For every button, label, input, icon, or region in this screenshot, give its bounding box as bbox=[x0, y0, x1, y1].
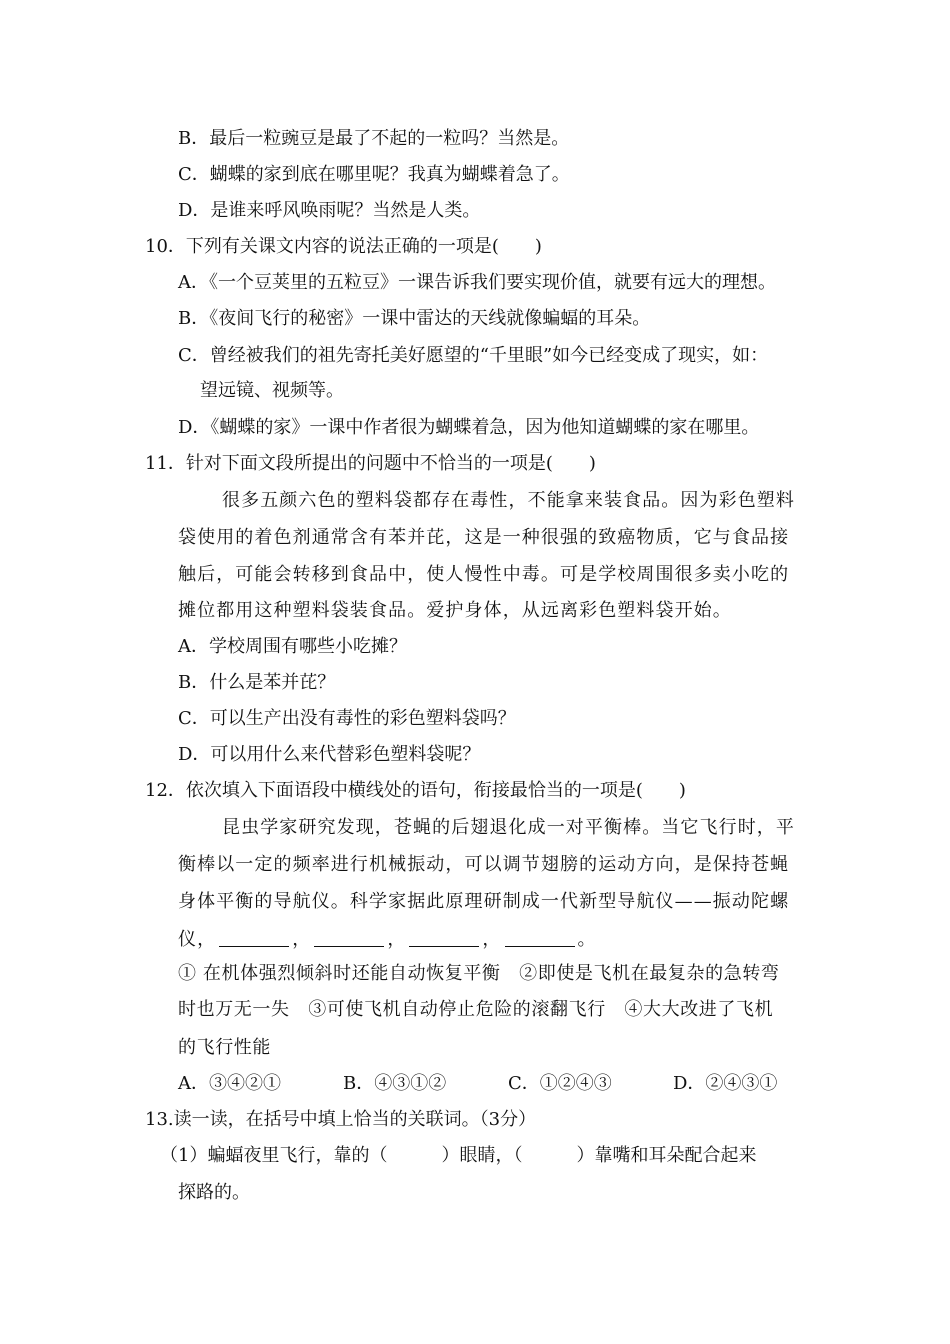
q10-option-b: B．《夜间飞行的秘密》一课中雷达的天线就像蝙蝠的耳朵。 bbox=[178, 308, 651, 329]
q11-option-d: D．可以用什么来代替彩色塑料袋呢？ bbox=[178, 744, 481, 765]
q12-passage-line1: 昆虫学家研究发现，苍蝇的后翅退化成一对平衡棒。当它飞行时，平 bbox=[222, 817, 795, 838]
q10-option-c-line1: C．曾经被我们的祖先寄托美好愿望的“千里眼”如今已经变成了现实，如： bbox=[178, 345, 769, 366]
q12-line4-start: 仪， bbox=[178, 929, 217, 950]
q11-passage-line2: 袋使用的着色剂通常含有苯并芘，这是一种很强的致癌物质，它与食品接 bbox=[178, 527, 790, 548]
q10-option-d: D．《蝴蝶的家》一课中作者很为蝴蝶着急，因为他知道蝴蝶的家在哪里。 bbox=[178, 417, 760, 438]
q12-option-c: C．①②④③ bbox=[508, 1073, 612, 1094]
q12-sentences-line2: 时也万无一失 ③可使飞机自动停止危险的滚翻飞行 ④大大改进了飞机 bbox=[178, 999, 774, 1020]
q9-option-b: B．最后一粒豌豆是最了不起的一粒吗？当然是。 bbox=[178, 128, 570, 149]
q10-stem: 10．下列有关课文内容的说法正确的一项是( ) bbox=[145, 236, 542, 257]
q12-passage-line4 bbox=[178, 927, 597, 953]
q12-passage-line2: 衡棒以一定的频率进行机械振动，可以调节翅膀的运动方向，是保持苍蝇 bbox=[178, 854, 790, 875]
q12-options bbox=[178, 1071, 777, 1097]
q11-passage-line3: 触后，可能会转移到食品中，使人慢性中毒。可是学校周围很多卖小吃的 bbox=[178, 564, 790, 585]
q9-option-d: D．是谁来呼风唤雨呢？当然是人类。 bbox=[178, 200, 481, 221]
q9-option-c: C．蝴蝶的家到底在哪里呢？我真为蝴蝶着急了。 bbox=[178, 164, 570, 185]
q13-stem: 13.读一读，在括号中填上恰当的关联词。（3分） bbox=[145, 1109, 537, 1130]
q12-sep-3: ， bbox=[482, 929, 502, 950]
fill-blank-1 bbox=[219, 928, 289, 947]
q13-item1-line2: 探路的。 bbox=[178, 1182, 250, 1203]
q12-sentences-line3: 的飞行性能 bbox=[178, 1037, 271, 1058]
q11-stem: 11．针对下面文段所提出的问题中不恰当的一项是( ) bbox=[145, 453, 596, 474]
q12-passage-line3: 身体平衡的导航仪。科学家据此原理研制成一代新型导航仪——振动陀螺 bbox=[178, 891, 790, 912]
q12-stem: 12．依次填入下面语段中横线处的语句，衔接最恰当的一项是( ) bbox=[145, 780, 686, 801]
q12-sentences-line1: ① 在机体强烈倾斜时还能自动恢复平衡 ②即使是飞机在最复杂的急转弯 bbox=[178, 963, 780, 984]
fill-blank-4 bbox=[505, 928, 575, 947]
q13-item1-line1: （1）蝙蝠夜里飞行，靠的（ ）眼睛，（ ）靠嘴和耳朵配合起来 bbox=[160, 1145, 757, 1166]
q12-option-a: A．③④②① bbox=[178, 1073, 281, 1094]
q11-option-b: B．什么是苯并芘？ bbox=[178, 672, 336, 693]
q12-sep-1: ， bbox=[292, 929, 312, 950]
q11-option-a: A．学校周围有哪些小吃摊？ bbox=[178, 636, 407, 657]
fill-blank-3 bbox=[409, 928, 479, 947]
q11-passage-line4: 摊位都用这种塑料袋装食品。爱护身体，从远离彩色塑料袋开始。 bbox=[178, 600, 732, 621]
q12-line4-end: 。 bbox=[577, 929, 597, 950]
q12-sep-2: ， bbox=[387, 929, 407, 950]
q11-option-c: C．可以生产出没有毒性的彩色塑料袋吗？ bbox=[178, 708, 516, 729]
q11-passage-line1: 很多五颜六色的塑料袋都存在毒性，不能拿来装食品。因为彩色塑料 bbox=[222, 490, 795, 511]
q12-option-d: D．②④③① bbox=[673, 1073, 778, 1094]
q10-option-a: A．《一个豆荚里的五粒豆》一课告诉我们要实现价值，就要有远大的理想。 bbox=[178, 272, 776, 293]
fill-blank-2 bbox=[314, 928, 384, 947]
q12-option-b: B．④③①② bbox=[343, 1073, 447, 1094]
q10-option-c-line2: 望远镜、视频等。 bbox=[200, 380, 344, 401]
